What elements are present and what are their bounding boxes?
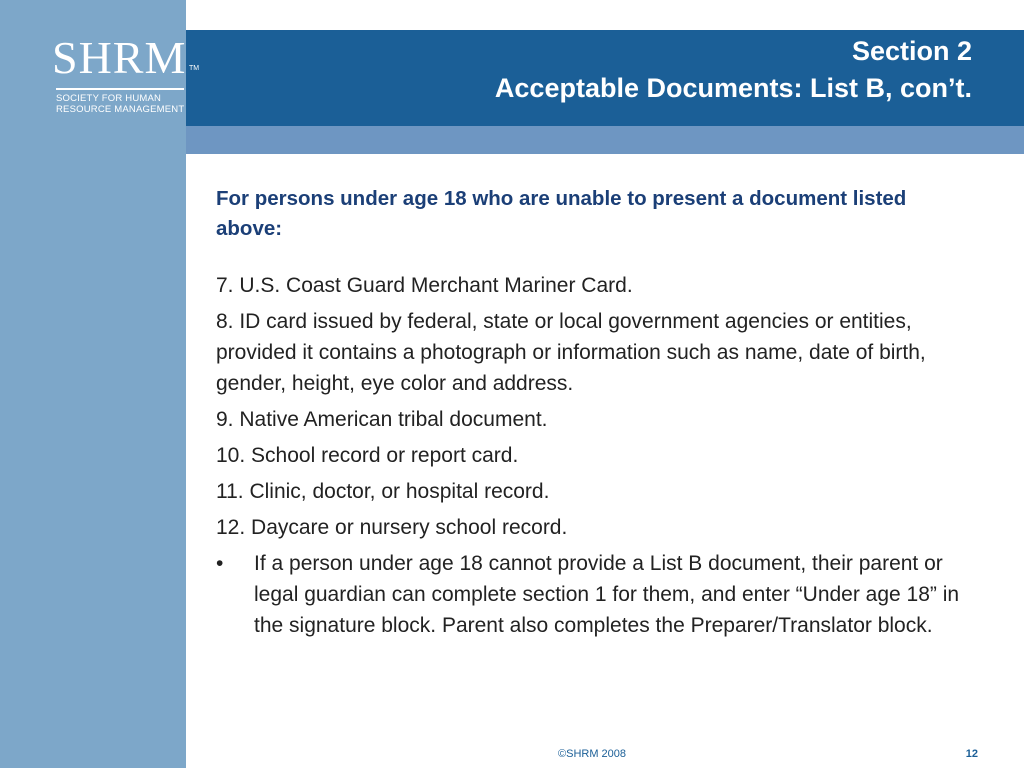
bullet-note (216, 548, 976, 641)
footer-copyright: ©SHRM 2008 (558, 748, 627, 760)
page-number: 12 (965, 748, 978, 760)
list-item: 8. ID card issued by federal, state or local government agencies or entities, provided it contains a photograph or information such as name, date of birth, gender, height, eye color and address. (216, 310, 926, 395)
logo-subtitle-line1: SOCIETY FOR HUMAN (56, 93, 162, 104)
shrm-logo (52, 30, 200, 126)
intro-text: For persons under age 18 who are unable to present a document listed above: (216, 187, 907, 240)
slide-title (495, 33, 972, 107)
logo-letters: SHRM (52, 32, 187, 83)
list-item: 9. Native American tribal document. (216, 408, 548, 431)
top-margin (186, 0, 1024, 30)
list-item: 11. Clinic, doctor, or hospital record. (216, 480, 550, 503)
logo-divider (56, 88, 184, 90)
bullet-text: If a person under age 18 cannot provide a List B document, their parent or legal guardian can complete section 1 for them, and enter “Under age 18” in the signature block. Parent also completes the Preparer/Translator block. (254, 552, 960, 637)
logo-subtitle-line2: RESOURCE MANAGEMENT (56, 104, 185, 115)
logo-block (0, 0, 200, 126)
list-item: 7. U.S. Coast Guard Merchant Mariner Card. (216, 274, 633, 297)
header-sub-bar (186, 126, 1024, 154)
document-list (216, 270, 976, 543)
list-item: 10. School record or report card. (216, 444, 519, 467)
logo-subtitle (56, 93, 184, 115)
title-line-2: Acceptable Documents: List B, con’t. (494, 73, 972, 103)
slide-content (216, 184, 976, 641)
bullet-mark: • (216, 552, 224, 575)
title-line-1: Section 2 (851, 36, 972, 66)
list-item: 12. Daycare or nursery school record. (216, 516, 568, 539)
logo-trademark: TM (189, 65, 200, 72)
